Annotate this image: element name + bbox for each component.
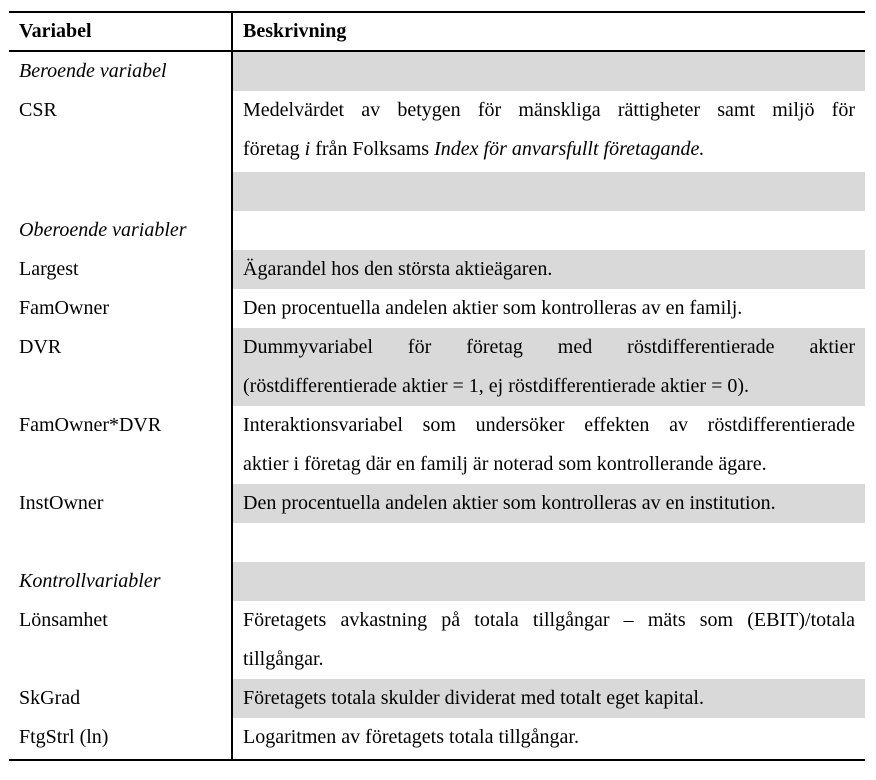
- shade-control-section: [233, 562, 865, 601]
- variable-table: [9, 11, 865, 761]
- description-instowner: Den procentuella andelen aktier som kontrolleras av en institution.: [243, 492, 776, 514]
- shade-dependent-section: [233, 52, 865, 91]
- description-famowner-dvr-line2: aktier i företag där en familj är noterad som kontrollerande ägare.: [243, 453, 767, 475]
- variable-instowner: InstOwner: [19, 492, 104, 514]
- csr-text-source: från Folksams: [310, 138, 435, 160]
- description-famowner-dvr-line1: Interaktionsvariabel som undersöker effekten av röstdifferentierade: [243, 414, 855, 436]
- description-dvr-line1: Dummyvariabel för företag med röstdifferentierade aktier: [243, 336, 855, 358]
- description-famowner: Den procentuella andelen aktier som kontrolleras av en familj.: [243, 297, 743, 319]
- shade-empty-row: [233, 172, 865, 211]
- csr-index-name: Index för anvarsfullt företagande.: [434, 138, 705, 160]
- header-description: Beskrivning: [243, 20, 347, 42]
- variable-largest: Largest: [19, 258, 79, 280]
- column-divider: [231, 11, 233, 761]
- csr-firm-index: i: [304, 138, 311, 160]
- variable-lonsamhet: Lönsamhet: [19, 609, 108, 631]
- variable-ftgstrl: FtgStrl (ln): [19, 726, 109, 748]
- description-csr-line1: Medelvärdet av betygen för mänskliga rättigheter samt miljö för: [243, 99, 855, 121]
- variable-skgrad: SkGrad: [19, 687, 81, 709]
- variable-famowner: FamOwner: [19, 297, 109, 319]
- description-dvr-line2: (röstdifferentierade aktier = 1, ej röstdifferentierade aktier = 0).: [243, 375, 750, 397]
- bottom-rule: [9, 759, 865, 761]
- section-independent: Oberoende variabler: [19, 219, 187, 241]
- description-lonsamhet-line2: tillgångar.: [243, 648, 324, 670]
- description-largest: Ägarandel hos den största aktieägaren.: [243, 258, 553, 280]
- description-skgrad: Företagets totala skulder dividerat med totalt eget kapital.: [243, 687, 704, 709]
- variable-famowner-dvr: FamOwner*DVR: [19, 414, 162, 436]
- variable-csr: CSR: [19, 99, 57, 121]
- variable-dvr: DVR: [19, 336, 62, 358]
- csr-text: företag: [243, 138, 305, 160]
- description-ftgstrl: Logaritmen av företagets totala tillgångar.: [243, 726, 579, 748]
- description-lonsamhet-line1: Företagets avkastning på totala tillgångar – mäts som (EBIT)/totala: [243, 609, 855, 631]
- description-csr-line2: [243, 130, 855, 169]
- section-dependent: Beroende variabel: [19, 60, 167, 82]
- header-variable: Variabel: [19, 20, 92, 42]
- section-control: Kontrollvariabler: [19, 570, 161, 592]
